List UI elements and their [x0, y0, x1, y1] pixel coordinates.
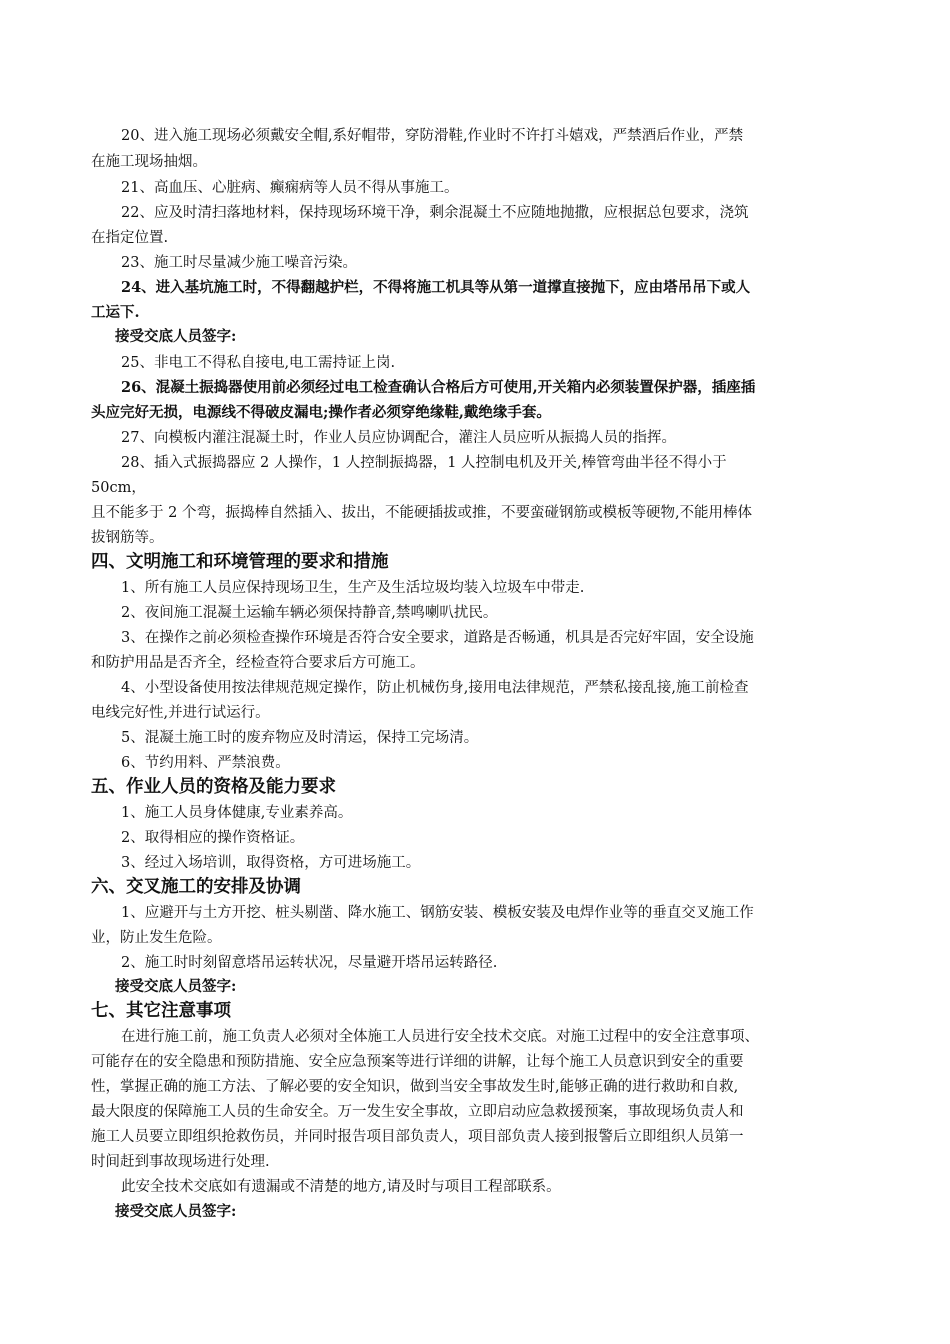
section-4-item-6: 6、节约用料、严禁浪费。: [121, 755, 290, 771]
section-5-item-2: 2、取得相应的操作资格证。: [121, 830, 305, 846]
item-23: 23、施工时尽量减少施工噪音污染。: [121, 255, 357, 271]
item-28-line-4: 拔钢筋等。: [91, 530, 164, 546]
section-7-paragraph-line-6: 时间赶到事故现场进行处理.: [91, 1154, 270, 1170]
section-heading-5: 五、作业人员的资格及能力要求: [91, 777, 336, 797]
section-4-item-4-line-2: 电线完好性,并进行试运行。: [91, 705, 270, 721]
item-20-line-1: 20、进入施工现场必须戴安全帽,系好帽带，穿防滑鞋,作业时不许打斗嬉戏，严禁酒后作业，严禁: [121, 128, 744, 144]
item-21: 21、高血压、心脏病、癫痫病等人员不得从事施工。: [121, 180, 459, 196]
section-7-paragraph-line-3: 性，掌握正确的施工方法、了解必要的安全知识，做到当安全事故发生时,能够正确的进行救助和自救,: [91, 1079, 739, 1095]
section-7-paragraph-line-5: 施工人员要立即组织抢救伤员，并同时报告项目部负责人，项目部负责人接到报警后立即组织人员第一: [91, 1129, 744, 1145]
section-7-paragraph-line-4: 最大限度的保障施工人员的生命安全。万一发生安全事故，立即启动应急救援预案，事故现场负责人和: [91, 1104, 744, 1120]
item-27: 27、向模板内灌注混凝土时，作业人员应协调配合，灌注人员应听从振捣人员的指挥。: [121, 430, 676, 446]
section-6-item-2: 2、施工时时刻留意塔吊运转状况，尽量避开塔吊运转路径.: [121, 955, 498, 971]
item-22-line-2: 在指定位置.: [91, 230, 169, 246]
item-26-line-2: 头应完好无损，电源线不得破皮漏电;操作者必须穿绝缘鞋,戴绝缘手套。: [91, 404, 551, 421]
item-28-line-2: 50cm，: [91, 480, 146, 496]
section-7-paragraph-line-1: 在进行施工前，施工负责人必须对全体施工人员进行安全技术交底。对施工过程中的安全注意事项、: [121, 1029, 759, 1045]
section-4-item-5: 5、混凝土施工时的废弃物应及时清运，保持工完场清。: [121, 730, 479, 746]
section-7-paragraph-line-2: 可能存在的安全隐患和预防措施、安全应急预案等进行详细的讲解，让每个施工人员意识到安全的重要: [91, 1054, 744, 1070]
item-25: 25、非电工不得私自接电,电工需持证上岗.: [121, 355, 396, 371]
section-6-item-1-line-1: 1、应避开与土方开挖、桩头剔凿、降水施工、钢筋安装、模板安装及电焊作业等的垂直交叉施工作: [121, 905, 754, 921]
signature-label: 接受交底人员签字:: [115, 328, 237, 345]
signature-label: 接受交底人员签字:: [115, 1203, 237, 1220]
item-28-line-1: 28、插入式振捣器应 2 人操作，1 人控制振捣器，1 人控制电机及开关,棒管弯曲半径不得小于: [121, 455, 727, 471]
section-5-item-1: 1、施工人员身体健康,专业素养高。: [121, 805, 353, 821]
section-heading-4: 四、文明施工和环境管理的要求和措施: [91, 552, 389, 572]
item-28-line-3: 且不能多于 2 个弯，振捣棒自然插入、拔出，不能硬插拔或推，不要蛮碰钢筋或模板等硬物,不能用棒体: [91, 505, 753, 521]
section-4-item-4-line-1: 4、小型设备使用按法律规范规定操作，防止机械伤身,接用电法律规范，严禁私接乱接,施工前检查: [121, 680, 749, 696]
item-20-line-2: 在施工现场抽烟。: [91, 154, 207, 170]
section-6-item-1-line-2: 业，防止发生危险。: [91, 930, 222, 946]
contact-note: 此安全技术交底如有遗漏或不清楚的地方,请及时与项目工程部联系。: [121, 1179, 561, 1195]
section-4-item-2: 2、夜间施工混凝土运输车辆必须保持静音,禁鸣喇叭扰民。: [121, 605, 498, 621]
section-4-item-1: 1、所有施工人员应保持现场卫生，生产及生活垃圾均装入垃圾车中带走.: [121, 580, 585, 596]
section-heading-7: 七、其它注意事项: [91, 1001, 231, 1021]
signature-label: 接受交底人员签字:: [115, 978, 237, 995]
section-5-item-3: 3、经过入场培训，取得资格，方可进场施工。: [121, 855, 421, 871]
item-24-line-1: 24、进入基坑施工时，不得翻越护栏，不得将施工机具等从第一道撑直接抛下，应由塔吊吊下或人: [121, 279, 751, 296]
item-22-line-1: 22、应及时清扫落地材料，保持现场环境干净，剩余混凝土不应随地抛撒，应根据总包要求，浇筑: [121, 205, 749, 221]
section-4-item-3-line-1: 3、在操作之前必须检查操作环境是否符合安全要求，道路是否畅通，机具是否完好牢固，安全设施: [121, 630, 754, 646]
item-24-line-2: 工运下.: [91, 304, 140, 321]
section-4-item-3-line-2: 和防护用品是否齐全，经检查符合要求后方可施工。: [91, 655, 425, 671]
item-26-line-1: 26、混凝土振捣器使用前必须经过电工检查确认合格后方可使用,开关箱内必须装置保护器，插座插: [121, 379, 756, 396]
section-heading-6: 六、交叉施工的安排及协调: [91, 877, 301, 897]
